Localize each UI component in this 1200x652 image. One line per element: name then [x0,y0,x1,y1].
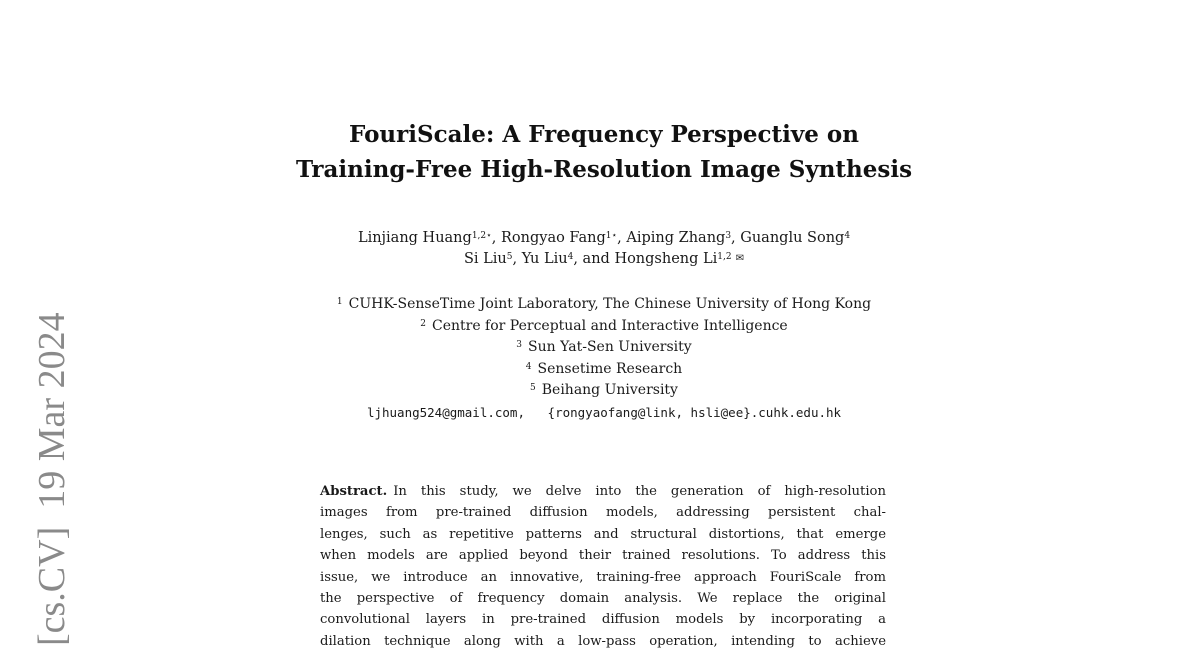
abstract-label: Abstract. [320,484,388,499]
author-affil-mark: 1⋆ [605,231,618,241]
arxiv-category: [cs.CV] [31,526,73,646]
arxiv-date: 19 Mar 2024 [31,312,73,509]
abstract-line: images from pre-trained diffusion models, addressing persistent chal- [320,505,886,521]
author-affil-mark: 5 [506,252,513,262]
author-affil-mark: 1,2 [717,252,732,262]
abstract [320,481,886,652]
author-name: Guanglu Song [740,230,845,246]
paper-title [200,117,1008,187]
author-name: Aiping Zhang [626,230,726,246]
author-line-2: Si Liu$^5$, Yu Liu$^4$, and Hongsheng Li$^{1,2}$ ✉ [463,251,745,267]
affiliation-number: 5 [530,383,536,394]
author-name: Hongsheng Li [614,251,718,267]
author-line-1: Linjiang Huang$^{1,2⋆}$, Rongyao Fang$^{1⋆}$, Aiping Zhang$^3$, Guanglu Song$^4$ [357,230,851,246]
affiliation-list [200,294,1008,424]
abstract-line: lenges, such as repetitive patterns and structural distortions, that emerge [320,526,886,542]
author-emails: ljhuang524@gmail.com, {rongyaofang@link, hsli@ee}.cuhk.edu.hk [366,404,842,420]
abstract-line: issue, we introduce an innovative, training-free approach FouriScale from [320,569,886,585]
author-affil-mark: 4 [567,252,574,262]
abstract-line: convolutional layers in pre-trained diffusion models by incorporating a [320,612,886,628]
affiliation-number: 1 [336,297,343,307]
affiliation-text: Sensetime Research [537,360,683,377]
title-line-2: Training-Free High-Resolution Image Synthesis [295,156,913,183]
author-name: Linjiang Huang [357,230,472,246]
affiliation-text: Beihang University [541,382,678,399]
arxiv-side-stamp [30,312,74,646]
abstract-line: when models are applied beyond their trained resolutions. To address this [320,548,886,564]
affiliation-item [200,316,1008,338]
author-list [200,228,1008,270]
author-affil-mark: 3 [725,231,732,241]
envelope-icon: ✉ [735,253,745,264]
author-name: Rongyao Fang [500,230,606,246]
affiliation-number: 2 [420,318,426,329]
affiliation-item [200,359,1008,381]
affiliation-number: 3 [516,340,523,351]
affiliation-item [200,380,1008,402]
affiliation-item [200,294,1008,316]
affiliation-text: CUHK-SenseTime Joint Laboratory, The Chinese University of Hong Kong [348,296,872,312]
title-line-1: FouriScale: A Frequency Perspective on [349,121,859,148]
abstract-line: the perspective of frequency domain analysis. We replace the original [320,591,886,607]
author-name: Si Liu [463,251,507,267]
affiliation-number: 4 [525,361,532,372]
abstract-line: dilation technique along with a low-pass operation, intending to achieve [320,633,886,649]
affiliation-text: Sun Yat-Sen University [528,339,692,356]
affiliation-text: Centre for Perceptual and Interactive Intelligence [431,317,788,334]
abstract-line: Abstract. In this study, we delve into the generation of high-resolution [320,484,886,499]
author-name: Yu Liu [521,251,568,267]
author-affil-mark: 4 [844,231,851,241]
affiliation-item [200,337,1008,359]
author-affil-mark: 1,2⋆ [471,231,492,241]
